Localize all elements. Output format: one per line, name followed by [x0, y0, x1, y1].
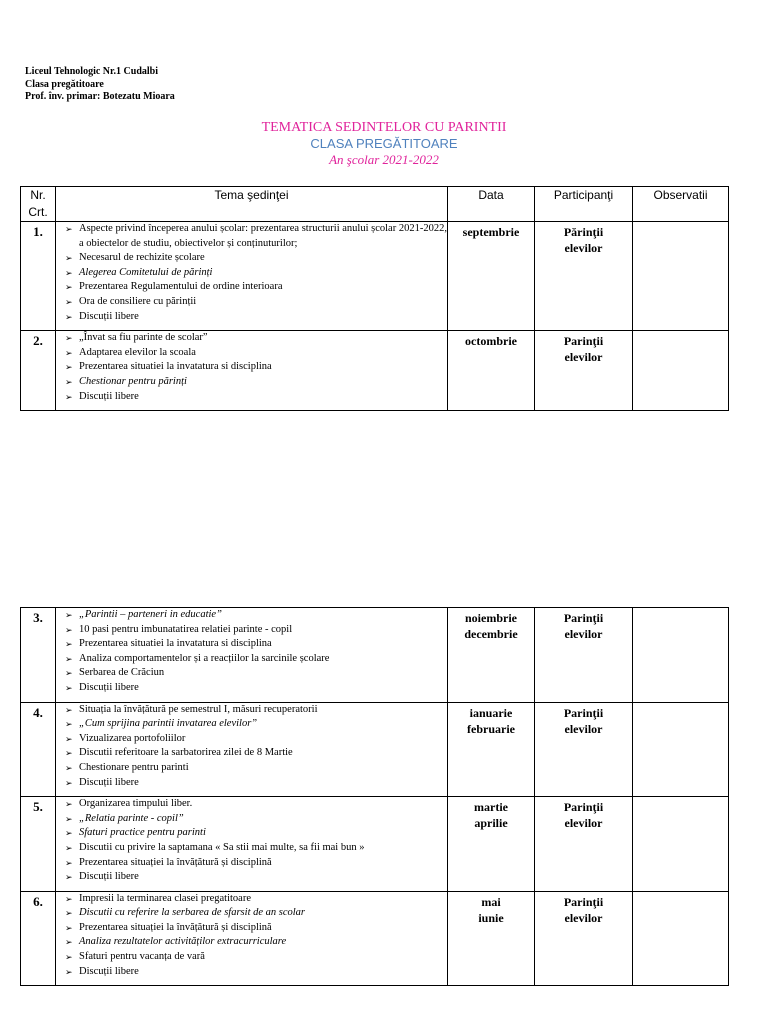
main-title: TEMATICA SEDINTELOR CU PARINTII: [261, 120, 507, 135]
topic-item: ➢ „Învat sa fiu parinte de scolar”: [64, 331, 447, 346]
arrow-bullet-icon: ➢: [65, 893, 73, 904]
arrow-bullet-icon: ➢: [65, 624, 73, 635]
arrow-bullet-icon: ➢: [65, 610, 73, 620]
participants-line-1: Parinţii: [563, 611, 604, 625]
arrow-bullet-icon: ➢: [65, 704, 73, 715]
topic-item: ➢ Prezentarea situatiei la invatatura si disciplina: [64, 637, 447, 652]
topic-item: ➢ Discuții libere: [64, 681, 447, 696]
col-header-participanti: Participanţi: [535, 187, 633, 222]
arrow-bullet-icon: ➢: [65, 813, 73, 824]
arrow-bullet-icon: ➢: [65, 267, 73, 278]
table-row: [21, 702, 729, 797]
participants-line-1: Parinţii: [563, 705, 604, 720]
meeting-date: [448, 222, 535, 331]
observations-cell: [633, 891, 729, 986]
sub-title: CLASA PREGĂTITOARE: [310, 136, 458, 151]
observations-cell: [633, 331, 729, 411]
arrow-bullet-icon: ➢: [65, 762, 73, 773]
month-primary: noiembrie: [465, 611, 517, 625]
topic-item: ➢ Prezentarea situației la învățătură și disciplină: [64, 856, 447, 871]
arrow-bullet-icon: ➢: [65, 362, 73, 373]
participants: [535, 608, 633, 703]
meeting-topics: [56, 608, 448, 703]
arrow-bullet-icon: ➢: [65, 333, 73, 344]
meeting-date: [448, 702, 535, 797]
month-primary: septembrie: [462, 225, 520, 239]
topic-item: ➢ Alegerea Comitetului de părinți: [64, 266, 447, 281]
participants-line-2: elevilor: [564, 241, 603, 255]
arrow-bullet-icon: ➢: [65, 668, 73, 679]
topic-item: ➢ „Cum sprijina parintii invatarea elevilor”: [64, 717, 447, 732]
table-row: [21, 891, 729, 986]
topic-item: ➢ „Relatia parinte - copil”: [64, 812, 447, 827]
meeting-topics: [56, 331, 448, 411]
arrow-bullet-icon: ➢: [65, 653, 73, 664]
topic-item: ➢ Analiza rezultatelor activităților extracurriculare: [64, 935, 447, 950]
meeting-date: [448, 891, 535, 986]
school-name: Liceul Tehnologic Nr.1 Cudalbi: [25, 66, 158, 77]
observations-cell: [633, 608, 729, 703]
row-number: 2.: [21, 331, 56, 411]
participants-line-1: Părinţii: [563, 225, 604, 239]
topic-item: ➢ Analiza comportamentelor și a reacțiilor la sarcinile școlare: [64, 652, 447, 667]
topic-item: ➢ Discuții libere: [64, 870, 447, 885]
participants-line-2: elevilor: [564, 910, 603, 925]
row-number: 4.: [21, 702, 56, 797]
col-header-observatii: Observatii: [633, 187, 729, 222]
arrow-bullet-icon: ➢: [65, 296, 73, 307]
meeting-topics: [56, 702, 448, 797]
meeting-date: [448, 608, 535, 703]
topic-item: ➢ Discuții libere: [64, 390, 447, 405]
month-primary: martie: [474, 800, 508, 815]
table-row: [21, 608, 729, 703]
meeting-date: [448, 797, 535, 892]
col-header-tema: Tema şedinţei: [56, 187, 448, 222]
arrow-bullet-icon: ➢: [65, 311, 73, 322]
document-header: [25, 66, 175, 104]
topic-item: ➢ Prezentarea situației la învățătură și disciplină: [64, 921, 447, 936]
meeting-topics: [56, 797, 448, 892]
arrow-bullet-icon: ➢: [65, 719, 73, 730]
arrow-bullet-icon: ➢: [65, 842, 73, 853]
topic-item: ➢ 10 pasi pentru imbunatatirea relatiei parinte - copil: [64, 623, 447, 638]
arrow-bullet-icon: ➢: [65, 952, 73, 963]
arrow-bullet-icon: ➢: [65, 908, 73, 919]
topic-item: ➢ Situația la învățătură pe semestrul I, măsuri recuperatorii: [64, 703, 447, 718]
topic-item: ➢ „Parintii – parteneri in educatie”: [64, 608, 447, 623]
arrow-bullet-icon: ➢: [65, 828, 73, 839]
meeting-topics: [56, 222, 448, 331]
row-number: 1.: [21, 222, 56, 331]
arrow-bullet-icon: ➢: [65, 376, 73, 387]
participants: [535, 891, 633, 986]
meeting-topics: [56, 891, 448, 986]
arrow-bullet-icon: ➢: [65, 282, 73, 293]
row-number: 6.: [21, 891, 56, 986]
participants: [535, 797, 633, 892]
title-block: [0, 120, 768, 168]
month-secondary: decembrie: [464, 627, 518, 641]
topic-item: ➢ Adaptarea elevilor la scoala: [64, 346, 447, 361]
topic-item: ➢ Discutii referitoare la sarbatorirea zilei de 8 Martie: [64, 746, 447, 761]
table-row: [21, 797, 729, 892]
topic-item: ➢ Discutii cu referire la serbarea de sfarsit de an scolar: [64, 906, 447, 921]
topic-item: ➢ Necesarul de rechizite școlare: [64, 251, 447, 266]
participants-line-2: elevilor: [564, 627, 603, 641]
participants: [535, 702, 633, 797]
arrow-bullet-icon: ➢: [65, 799, 73, 810]
row-number: 5.: [21, 797, 56, 892]
observations-cell: [633, 222, 729, 331]
row-number: 3.: [21, 608, 56, 703]
meetings-table-part-1: [20, 186, 729, 411]
topic-item: ➢ Impresii la terminarea clasei pregatitoare: [64, 892, 447, 907]
topic-item: ➢ Ora de consiliere cu părinții: [64, 295, 447, 310]
topic-item: ➢ Discuții libere: [64, 776, 447, 791]
topic-item: ➢ Serbarea de Crăciun: [64, 666, 447, 681]
participants-line-1: Parinţii: [563, 334, 604, 349]
arrow-bullet-icon: ➢: [65, 733, 73, 744]
month-secondary: februarie: [467, 721, 515, 736]
arrow-bullet-icon: ➢: [65, 682, 73, 693]
participants: [535, 222, 633, 331]
topic-item: ➢ Chestionare pentru parinti: [64, 761, 447, 776]
month-primary: mai: [481, 894, 501, 909]
topic-item: ➢ Sfaturi pentru vacanța de vară: [64, 950, 447, 965]
month-primary: ianuarie: [469, 705, 513, 720]
table-row: [21, 331, 729, 411]
month-secondary: iunie: [478, 910, 504, 925]
observations-cell: [633, 797, 729, 892]
participants-line-2: elevilor: [564, 816, 603, 831]
arrow-bullet-icon: ➢: [65, 224, 73, 234]
arrow-bullet-icon: ➢: [65, 922, 73, 933]
month-primary: octombrie: [465, 334, 517, 349]
teacher-name: Prof. înv. primar: Botezatu Mioara: [25, 91, 175, 102]
col-header-nr: Nr. Crt.: [21, 187, 56, 222]
arrow-bullet-icon: ➢: [65, 347, 73, 358]
school-year: An şcolar 2021-2022: [329, 152, 439, 167]
arrow-bullet-icon: ➢: [65, 777, 73, 788]
meetings-table-part-2: [20, 607, 729, 986]
participants-line-1: Parinţii: [563, 894, 604, 909]
arrow-bullet-icon: ➢: [65, 937, 73, 948]
topic-item: ➢ Organizarea timpului liber.: [64, 797, 447, 812]
arrow-bullet-icon: ➢: [65, 857, 73, 868]
participants-line-1: Parinţii: [563, 800, 604, 815]
arrow-bullet-icon: ➢: [65, 639, 73, 650]
col-header-data: Data: [448, 187, 535, 222]
participants-line-2: elevilor: [564, 721, 603, 736]
meeting-date: [448, 331, 535, 411]
topic-item: ➢ Aspecte privind începerea anului școlar: prezentarea structurii anului școlar 2021-2022, a obiectelor de studiu, obiectivelor și conținuturilor;: [65, 223, 447, 249]
table-header-row: [21, 187, 729, 222]
participants: [535, 331, 633, 411]
topic-item: ➢ Discutii cu privire la saptamana « Sa stii mai multe, sa fii mai bun »: [64, 841, 447, 856]
observations-cell: [633, 702, 729, 797]
topic-item: ➢ Prezentarea situatiei la invatatura si disciplina: [64, 360, 447, 375]
topic-item: ➢ Vizualizarea portofoliilor: [64, 732, 447, 747]
topic-item: ➢ Discuții libere: [64, 965, 447, 980]
topic-item: ➢ Discuții libere: [64, 310, 447, 325]
arrow-bullet-icon: ➢: [65, 872, 73, 883]
arrow-bullet-icon: ➢: [65, 253, 73, 264]
topic-item: ➢ Prezentarea Regulamentului de ordine interioara: [64, 280, 447, 295]
topic-item: ➢ Sfaturi practice pentru parinti: [64, 826, 447, 841]
arrow-bullet-icon: ➢: [65, 966, 73, 977]
table-row: [21, 222, 729, 331]
arrow-bullet-icon: ➢: [65, 391, 73, 402]
class-name: Clasa pregătitoare: [25, 78, 104, 90]
participants-line-2: elevilor: [564, 350, 603, 365]
arrow-bullet-icon: ➢: [65, 748, 73, 759]
month-secondary: aprilie: [474, 816, 508, 831]
topic-item: ➢ Chestionar pentru părinți: [64, 375, 447, 390]
